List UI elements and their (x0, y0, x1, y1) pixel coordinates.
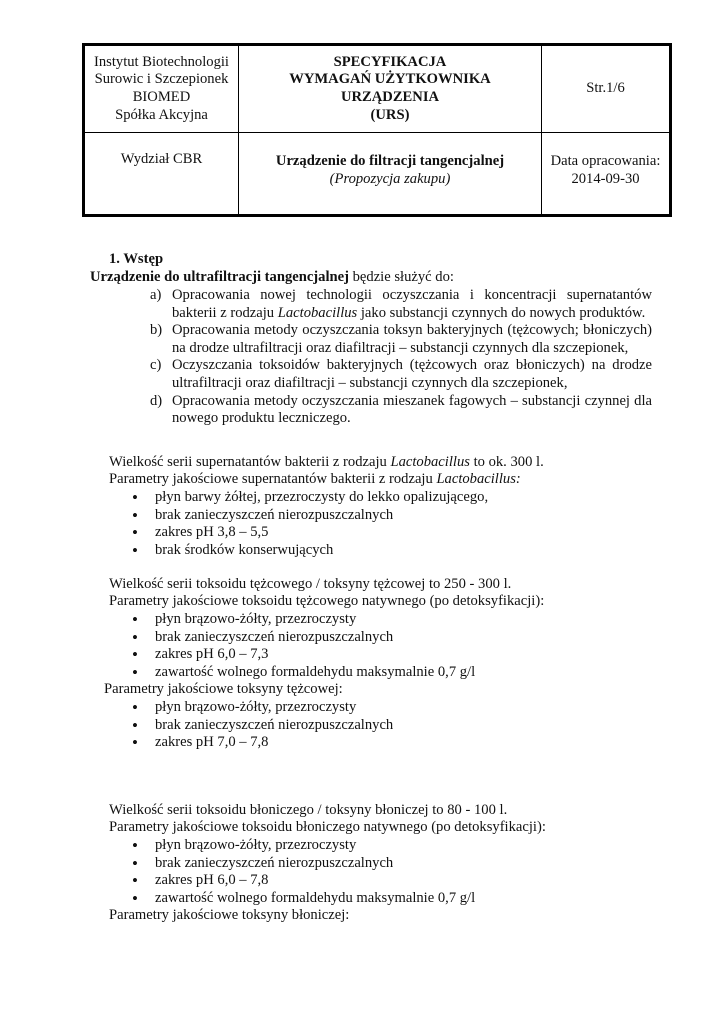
intro-bold: Urządzenie do ultrafiltracji tangencjalnej (90, 269, 349, 285)
department: Wydział CBR (120, 151, 203, 167)
list-marker: b) (150, 322, 163, 339)
document-header (82, 43, 672, 217)
item-text: Opracowania metody oczyszczania toksyn bakteryjnych (tężcowych; błoniczych) na drodze ultrafiltracji oraz diafiltracji – substancji czynnych dla szczepionek, (172, 322, 652, 356)
spec-line: (URS) (370, 106, 410, 123)
institute-cell (85, 46, 239, 133)
spec-line: WYMAGAŃ UŻYTKOWNIKA (289, 71, 491, 88)
bullet-item: • zakres pH 7,0 – 7,8 (132, 734, 652, 752)
text: Parametry jakościowe supernatantów bakterii z rodzaju (109, 471, 437, 487)
list-item (150, 287, 652, 322)
diphtheria-toxoid-params-heading: Parametry jakościowe toksoidu błoniczego natywnego (po detoksyfikacji): (109, 819, 546, 835)
bullet-item: • płyn brązowo-żółty, przezroczysty (132, 611, 652, 629)
diphtheria-toxin-params-heading: Parametry jakościowe toksyny błoniczej: (109, 907, 350, 923)
date-cell (542, 133, 670, 215)
bullet-item: • zawartość wolnego formaldehydu maksymalnie 0,7 g/l (132, 890, 652, 908)
bullet-item: • zawartość wolnego formaldehydu maksymalnie 0,7 g/l (132, 664, 652, 682)
item-text: jako substancji czynnych do nowych produktów. (357, 304, 646, 321)
spec-title-cell (239, 46, 542, 133)
item-text-italic: Lactobacillus (277, 304, 358, 321)
item-text: Opracowania nowej technologii oczyszczania i koncentracji supernatantów bakterii z rodzaju (172, 287, 652, 321)
page-number-cell (542, 46, 670, 133)
list-marker: d) (150, 392, 163, 409)
bullet-item: • brak zanieczyszczeń nierozpuszczalnych (132, 717, 652, 735)
date-value: 2014-09-30 (571, 170, 640, 187)
item-text: Opracowania metody oczyszczania mieszanek fagowych – substancji czynnej dla nowego produktu leczniczego. (172, 392, 652, 427)
spec-line: URZĄDZENIA (340, 89, 440, 105)
bullet-item: • brak zanieczyszczeń nierozpuszczalnych (132, 629, 652, 647)
lacto-params-heading (109, 471, 669, 489)
institute-line: Spółka Akcyjna (115, 106, 208, 123)
institute-line: BIOMED (132, 89, 191, 105)
intro-rest: będzie służyć do: (348, 269, 454, 285)
lacto-batch-size (109, 454, 669, 472)
department-cell (85, 133, 239, 215)
section-intro (90, 269, 660, 287)
bullet-item: • brak środków konserwujących (132, 542, 652, 560)
tetanus-toxoid-params-list (132, 611, 652, 681)
bullet-item: • płyn barwy żółtej, przezroczysty do lekko opalizującego, (132, 489, 652, 507)
section-title: 1. Wstęp (109, 251, 164, 267)
tetanus-toxin-params-list (132, 699, 652, 752)
bullet-item: • zakres pH 6,0 – 7,3 (132, 646, 652, 664)
text-italic: Lactobacillus (390, 454, 470, 470)
device-cell (239, 133, 542, 215)
bullet-item: • zakres pH 6,0 – 7,8 (132, 872, 652, 890)
purpose-list (150, 287, 652, 428)
text-italic: Lactobacillus: (436, 471, 521, 487)
tetanus-batch-size: Wielkość serii toksoidu tężcowego / toksyny tężcowej to 250 - 300 l. (109, 576, 512, 592)
text: Wielkość serii supernatantów bakterii z rodzaju (109, 454, 391, 470)
item-text: Oczyszczania toksoidów bakteryjnych (tężcowych oraz błoniczych) na drodze ultrafiltracji oraz diafiltracji – substancji czynnych dla szczepionek, (172, 357, 652, 391)
tetanus-toxin-params-heading: Parametry jakościowe toksyny tężcowej: (104, 681, 343, 697)
institute-line: Surowic i Szczepionek (94, 71, 229, 88)
bullet-item: • brak zanieczyszczeń nierozpuszczalnych (132, 507, 652, 525)
tetanus-toxoid-params-heading: Parametry jakościowe toksoidu tężcowego natywnego (po detoksyfikacji): (109, 593, 545, 609)
device-title: Urządzenie do filtracji tangencjalnej (275, 153, 505, 169)
bullet-item: • płyn brązowo-żółty, przezroczysty (132, 699, 652, 717)
lacto-params-list (132, 489, 652, 559)
bullet-item: • płyn brązowo-żółty, przezroczysty (132, 837, 652, 855)
diphtheria-toxoid-params-list (132, 837, 652, 907)
bullet-item: • brak zanieczyszczeń nierozpuszczalnych (132, 855, 652, 873)
list-item (150, 357, 652, 392)
list-item (150, 393, 652, 428)
header-table (84, 45, 670, 215)
list-item (150, 322, 652, 357)
list-marker: a) (150, 287, 162, 303)
spec-line: SPECYFIKACJA (333, 53, 447, 70)
device-subtitle: (Propozycja zakupu) (329, 170, 451, 187)
page-number: Str.1/6 (586, 80, 625, 97)
list-marker: c) (150, 357, 162, 374)
text: to ok. 300 l. (469, 454, 544, 470)
bullet-item: • zakres pH 3,8 – 5,5 (132, 524, 652, 542)
date-label: Data opracowania: (550, 153, 661, 169)
institute-line: Instytut Biotechnologii (94, 53, 229, 70)
diphtheria-batch-size: Wielkość serii toksoidu błoniczego / toksyny błoniczej to 80 - 100 l. (109, 802, 508, 818)
